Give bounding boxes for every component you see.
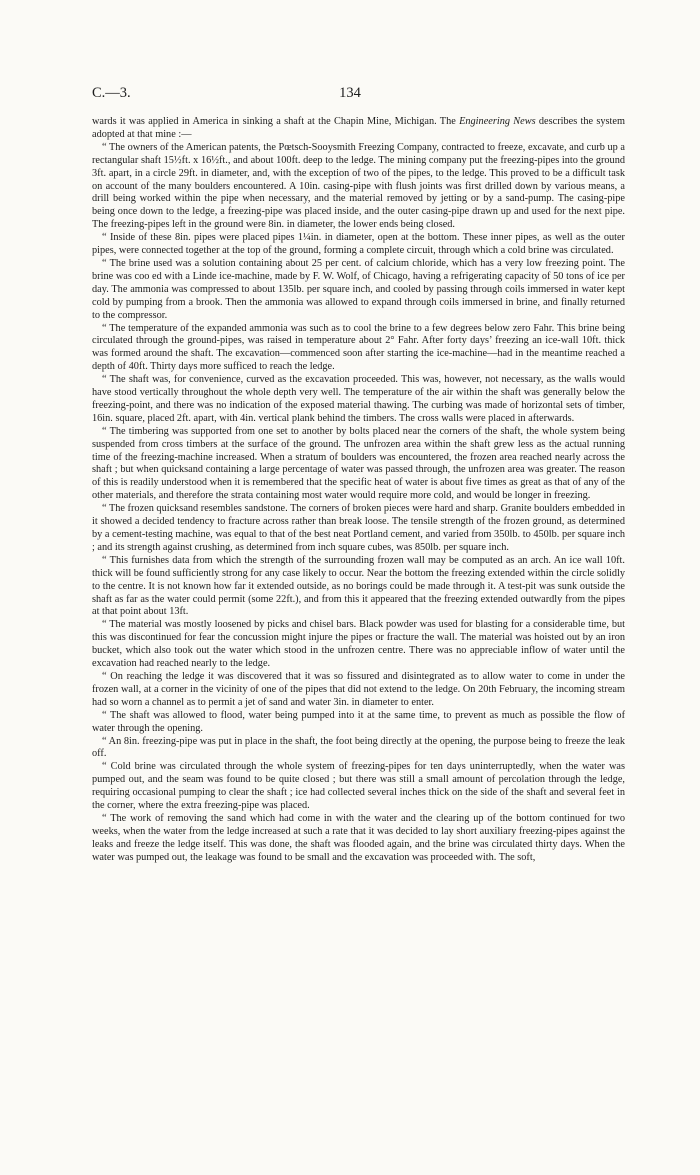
paragraph: “ The frozen quicksand resembles sandstone. The corners of broken pieces were hard and sharp. Granite boulders embedded in it showed a decided tendency to fracture across rather than break loose. The tensile strength of the frozen ground, as determined by a cement-testing machine, was equal to that of the best neat Portland cement, and varied from 350lb. to 450lb. per square inch ; and its strength against crushing, as determined from inch square cubes, was 850lb. per square inch. bbox=[92, 503, 625, 553]
page-header bbox=[92, 85, 608, 105]
paragraph: “ Inside of these 8in. pipes were placed pipes 1¼in. in diameter, open at the bottom. These inner pipes, as well as the outer pipes, were connected together at the top of the ground, forming a complete circuit, through which a cold brine was circulated. bbox=[92, 232, 625, 257]
paragraph: “ The timbering was supported from one set to another by bolts placed near the corners of the shaft, the whole system being suspended from cross timbers at the surface of the ground. The unfrozen area within the shaft grew less as the actual running time of the freezing-machine increased. When a stratum of boulders was encountered, the frozen area reached nearly across the shaft ; but when quicksand containing a large percentage of water was passed through, the unfrozen area was greater. The reason of this is readily understood when it is remembered that the specific heat of water is about five times as great as that of any of the other materials, and therefore the strata containing most water would require more cold, and would be longer in freezing. bbox=[92, 425, 625, 502]
paragraph: “ The temperature of the expanded ammonia was such as to cool the brine to a few degrees below zero Fahr. This brine being circulated through the ground-pipes, was raised in temperature about 2° Fahr. After forty days’ freezing an ice-wall 10ft. thick was formed around the shaft. The excavation—commenced soon after starting the ice-machine—had in the meantime reached a depth of 40ft. Thirty days more sufficed to reach the ledge. bbox=[92, 322, 625, 373]
paragraph: “ The work of removing the sand which had come in with the water and the clearing up of the bottom continued for two weeks, when the water from the ledge increased at such a rate that it was decided to lay short auxiliary freezing-pipes against the leaks and freeze the ledge itself. This was done, the shaft was flooded again, and the brine was circulated thirty days. When the water was pumped out, the leakage was found to be small and the excavation was proceeded with. The soft, bbox=[92, 812, 625, 863]
paragraph: “ The brine used was a solution containing about 25 per cent. of calcium chloride, which has a very low freezing point. The brine was coo ed with a Linde ice-machine, made by F. W. Wolf, of Chicago, having a refrigerating capacity of 50 tons of ice per day. The ammonia was compressed to about 135lb. per square inch, and cooled by passing through coils immersed in water kept cold by pumping from a brook. Then the ammonia was allowed to expand through coils immersed in brine, and finally returned to the compressor. bbox=[92, 257, 625, 321]
publication-title: Engineering News bbox=[459, 116, 536, 127]
paragraph: “ The shaft was allowed to flood, water being pumped into it at the same time, to prevent as much as possible the flow of water through the opening. bbox=[92, 709, 625, 734]
paragraph: “ The shaft was, for convenience, curved as the excavation proceeded. This was, however, not necessary, as the walls would have stood vertically throughout the whole depth very well. The temperature of the air within the shaft was generally below the freezing-point, and there was no indication of the exposed material thawing. The curbing was made of horizontal sets of timber, 16in. square, placed 2ft. apart, with 4in. vertical plank behind the timbers. The cross walls were placed in afterwards. bbox=[92, 374, 625, 424]
paragraph: “ The owners of the American patents, the Pœtsch-Sooysmith Freezing Company, contracted to freeze, excavate, and curb up a rectangular shaft 15½ft. x 16½ft., and about 100ft. deep to the ledge. The mining company put the freezing-pipes into the ground 3ft. apart, in a circle 29ft. in diameter, and, with the exception of two of the pipes, to the ledge. This proved to be a difficult task on account of the many boulders encountered. A 10in. casing-pipe with flush joints was first drilled down by various means, a drill being worked within the pipe when necessary, and the material removed by jetting or by a sand-pump. The casing-pipe being once down to the ledge, a freezing-pipe was placed inside, and the outer casing-pipe drawn up and used for the next pipe. The freezing-pipes left in the ground were 8in. in diameter, the lower ends being closed. bbox=[92, 141, 625, 231]
paragraph: wards it was applied in America in sinking a shaft at the Chapin Mine, Michigan. The Engineering News describes the system adopted at that mine :— bbox=[92, 116, 625, 140]
body-text bbox=[92, 116, 625, 865]
paragraph: “ The material was mostly loosened by picks and chisel bars. Black powder was used for blasting for a considerable time, but this was discontinued for fear the concussion might injure the pipes or fracture the wall. The material was hoisted out by an iron bucket, which also took out the water which stood in the unfrozen centre. There was no appreciable inflow of water until the excavation had reached nearly to the ledge. bbox=[92, 619, 625, 670]
paragraph: “ An 8in. freezing-pipe was put in place in the shaft, the foot being directly at the opening, the purpose being to freeze the leak off. bbox=[92, 735, 625, 760]
paragraph: “ This furnishes data from which the strength of the surrounding frozen wall may be computed as an arch. An ice wall 10ft. thick will be found sufficiently strong for any case likely to occur. Near the bottom the freezing extended within the circle solidly to the centre. It is not known how far it extended outside, as no borings could be made through it. A test-pit was sunk outside the shaft as far as the water could permit (some 22ft.), and from this it appeared that the freezing extended outwardly from the pipes at that point about 13ft. bbox=[92, 554, 625, 618]
report-reference: C.—3. bbox=[92, 85, 131, 101]
paragraph: “ On reaching the ledge it was discovered that it was so fissured and disintegrated as to allow water to come in under the frozen wall, at a corner in the vicinity of one of the pipes that did not extend to the ledge. On 20th February, the incoming stream had so worn a channel as to permit a jet of sand and water 3in. in diameter to enter. bbox=[92, 670, 625, 708]
page-number: 134 bbox=[339, 85, 361, 101]
paragraph: “ Cold brine was circulated through the whole system of freezing-pipes for ten days uninterruptedly, when the water was pumped out, and the seam was found to be quite closed ; but there was still a small amount of percolation through the ledge, requiring occasional pumping to clear the shaft ; ice had collected several inches thick on the side of the shaft and several feet in the corner, where the extra freezing-pipe was placed. bbox=[92, 761, 625, 812]
